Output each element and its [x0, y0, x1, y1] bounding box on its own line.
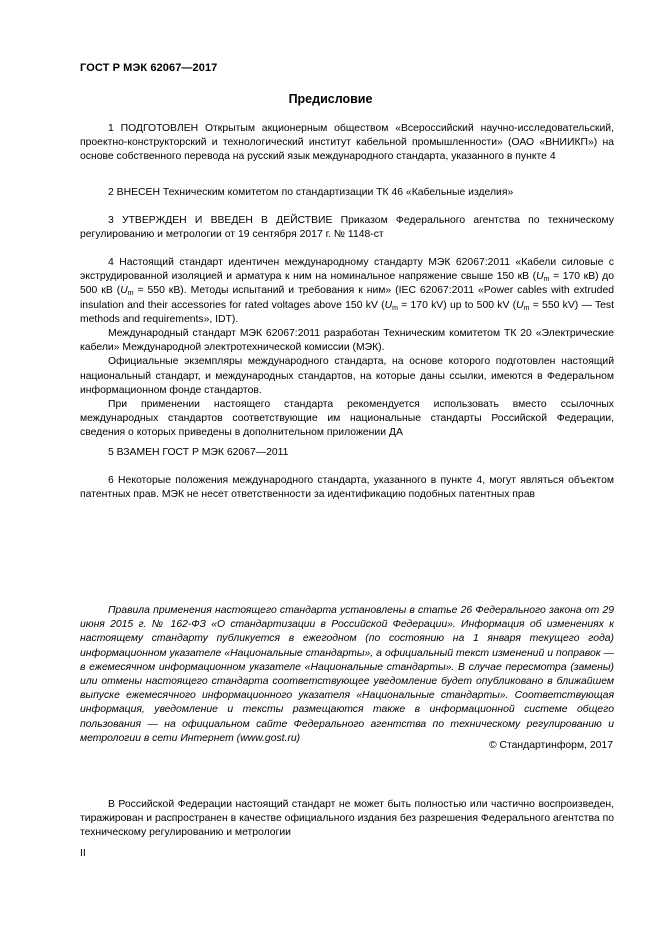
foreword-item-5 — [80, 446, 614, 460]
foreword-item-6 — [80, 474, 614, 502]
reproduction-notice — [80, 798, 614, 841]
page-title: Предисловие — [288, 92, 373, 106]
copyright-line: © Стандартинформ, 2017 — [488, 740, 613, 751]
paragraph-approved: 3 УТВЕРЖДЕН И ВВЕДЕН В ДЕЙСТВИЕ Приказом Федерального агентства по техническому регулированию и метрологии от 19 сентября 2017 г. № 1148-ст — [80, 215, 614, 241]
foreword-item-4 — [80, 256, 614, 441]
reproduction-notice-text: В Российской Федерации настоящий стандарт не может быть полностью или частично воспроизведен, тиражирован и распространен в качестве официального издания без разрешения Федерального агентства по техническому регулированию и метрологии — [80, 799, 614, 839]
document-code: ГОСТ Р МЭК 62067—2017 — [80, 62, 218, 74]
foreword-item-2 — [80, 186, 614, 200]
paragraph-developed-by: Международный стандарт МЭК 62067:2011 разработан Техническим комитетом ТК 20 «Электрические кабели» Международной электротехнической комиссии (МЭК). — [80, 328, 614, 354]
paragraph-identical: 4 Настоящий стандарт идентичен международному стандарту МЭК 62067:2011 «Кабели силовые с экструдированной изоляцией и арматура к ним на номинальное напряжение свыше 150 кВ ($U_m = 170$ кВ) до 500 кВ ($U_m = 550$ кВ). Методы испытаний и требования к ним» (IEC 62067:2011 «Power cables with extruded insulation and their accessories for rated voltages above 150 kV ($U_m = 170$ kV) up to 500 kV ($U_m = 550$ kV) — Test methods and requirements», IDT). — [80, 257, 615, 325]
foreword-item-3 — [80, 214, 614, 242]
page-number: II — [80, 848, 86, 859]
rules-notice — [80, 604, 614, 746]
rules-notice-text: Правила применения настоящего стандарта установлены в статье 26 Федерального закона от 29 июня 2015 г. № 162-ФЗ «О стандартизации в Российской Федерации». Информация об изменениях к настоящему стандарту публикуется в ежегодном (по состоянию на 1 января текущего года) информационном указателе «Национальные стандарты», а официальный текст изменений и поправок — в ежемесячном информационном указателе «Национальные стандарты». В случае пересмотра (замены) или отмены настоящего стандарта соответствующее уведомление будет опубликовано в ближайшем выпуске ежемесячного информационного указателя «Национальные стандарты». Соответствующая информация, уведомление и тексты размещаются также в информационной системе общего пользования — на официальном сайте Федерального агентства по техническому регулированию и метрологии в сети Интернет (www.gost.ru) — [80, 605, 614, 744]
paragraph-references-note: При применении настоящего стандарта рекомендуется использовать вместо ссылочных международных стандартов соответствующие им национальные стандарты Российской Федерации, сведения о которых приведены в дополнительном приложении ДА — [80, 399, 614, 439]
paragraph-introduced: 2 ВНЕСЕН Техническим комитетом по стандартизации ТК 46 «Кабельные изделия» — [108, 187, 514, 198]
paragraph-prepared: 1 ПОДГОТОВЛЕН Открытым акционерным обществом «Всероссийский научно-исследовательский, проектно-конструкторский и технологический институт кабельной промышленности» (ОАО «ВНИИКП») на основе собственного перевода на русский язык международного стандарта, указанного в пункте 4 — [80, 123, 614, 163]
paragraph-patent-rights: 6 Некоторые положения международного стандарта, указанного в пункте 4, могут являться объектом патентных прав. МЭК не несет ответственности за идентификацию подобных патентных прав — [80, 475, 614, 501]
paragraph-official-copies: Официальные экземпляры международного стандарта, на основе которого подготовлен настоящий национальный стандарт, и международных стандартов, на которые даны ссылки, имеются в Федеральном информационном фонде стандартов. — [80, 356, 614, 396]
foreword-item-1 — [80, 122, 614, 165]
paragraph-replaces: 5 ВЗАМЕН ГОСТ Р МЭК 62067—2011 — [108, 447, 289, 458]
